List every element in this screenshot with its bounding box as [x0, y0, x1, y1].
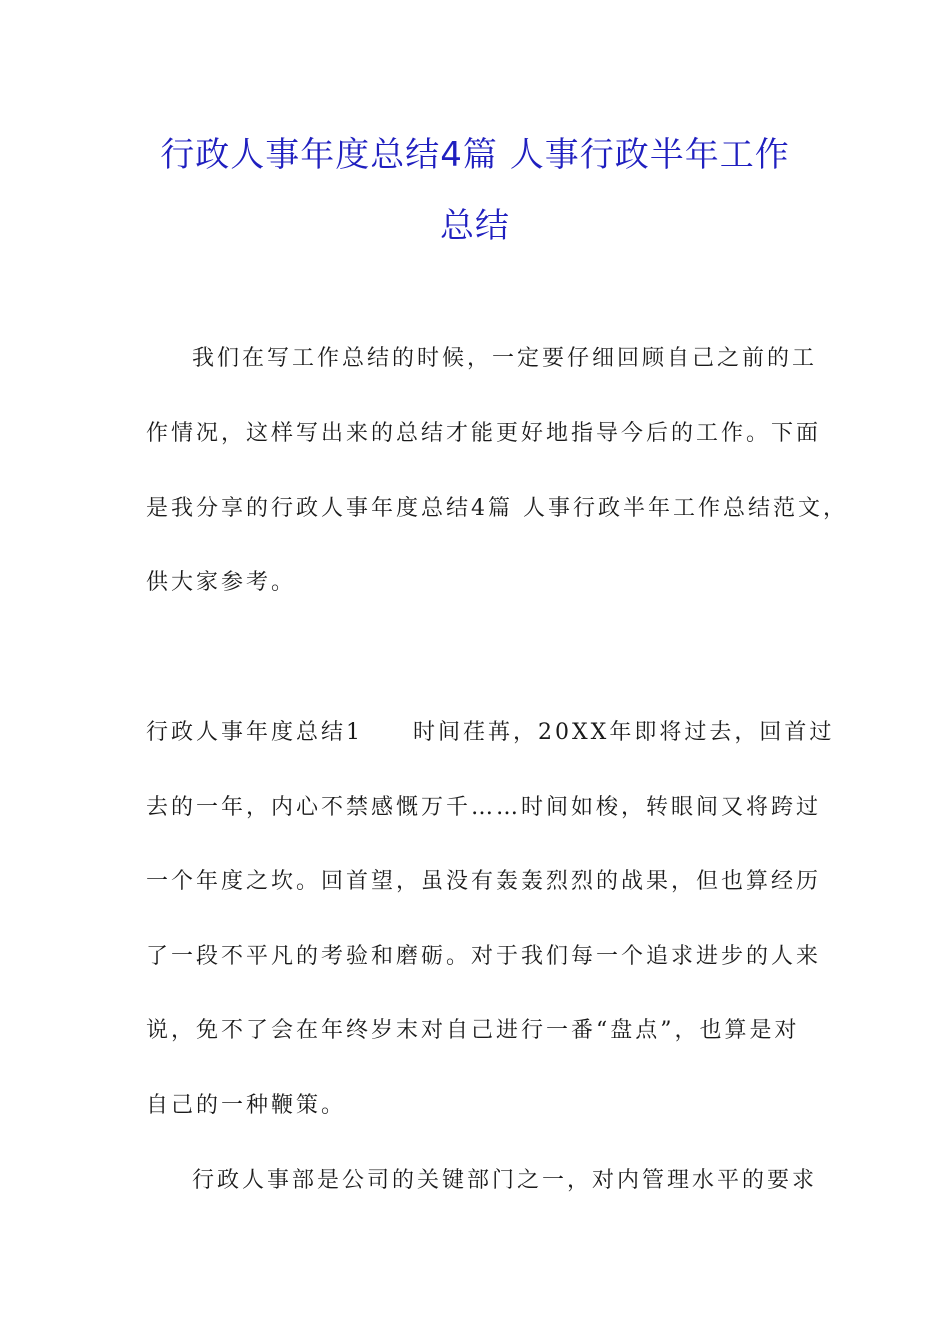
section1-line-5: 说，免不了会在年终岁末对自己进行一番“盘点”，也算是对	[146, 1018, 800, 1043]
document-title-line-2: 总结	[440, 206, 510, 246]
intro-line-3: 是我分享的行政人事年度总结4篇 人事行政半年工作总结范文，	[146, 496, 848, 521]
section1-line-2: 去的一年，内心不禁感慨万千……时间如梭，转眼间又将跨过	[146, 795, 822, 820]
section1-line-1: 行政人事年度总结1 时间荏苒，20XX年即将过去，回首过	[146, 720, 835, 745]
intro-line-4: 供大家参考。	[146, 570, 297, 595]
intro-line-1: 我们在写工作总结的时候，一定要仔细回顾自己之前的工	[192, 346, 818, 371]
section2-line-1: 行政人事部是公司的关键部门之一，对内管理水平的要求	[192, 1168, 818, 1193]
section1-line-3: 一个年度之坎。回首望，虽没有轰轰烈烈的战果，但也算经历	[146, 869, 822, 894]
intro-line-2: 作情况，这样写出来的总结才能更好地指导今后的工作。下面	[146, 421, 822, 446]
document-title-line-1: 行政人事年度总结4篇 人事行政半年工作	[160, 135, 790, 175]
section1-line-6: 自己的一种鞭策。	[146, 1093, 347, 1118]
section1-line-4: 了一段不平凡的考验和磨砺。对于我们每一个追求进步的人来	[146, 944, 822, 969]
